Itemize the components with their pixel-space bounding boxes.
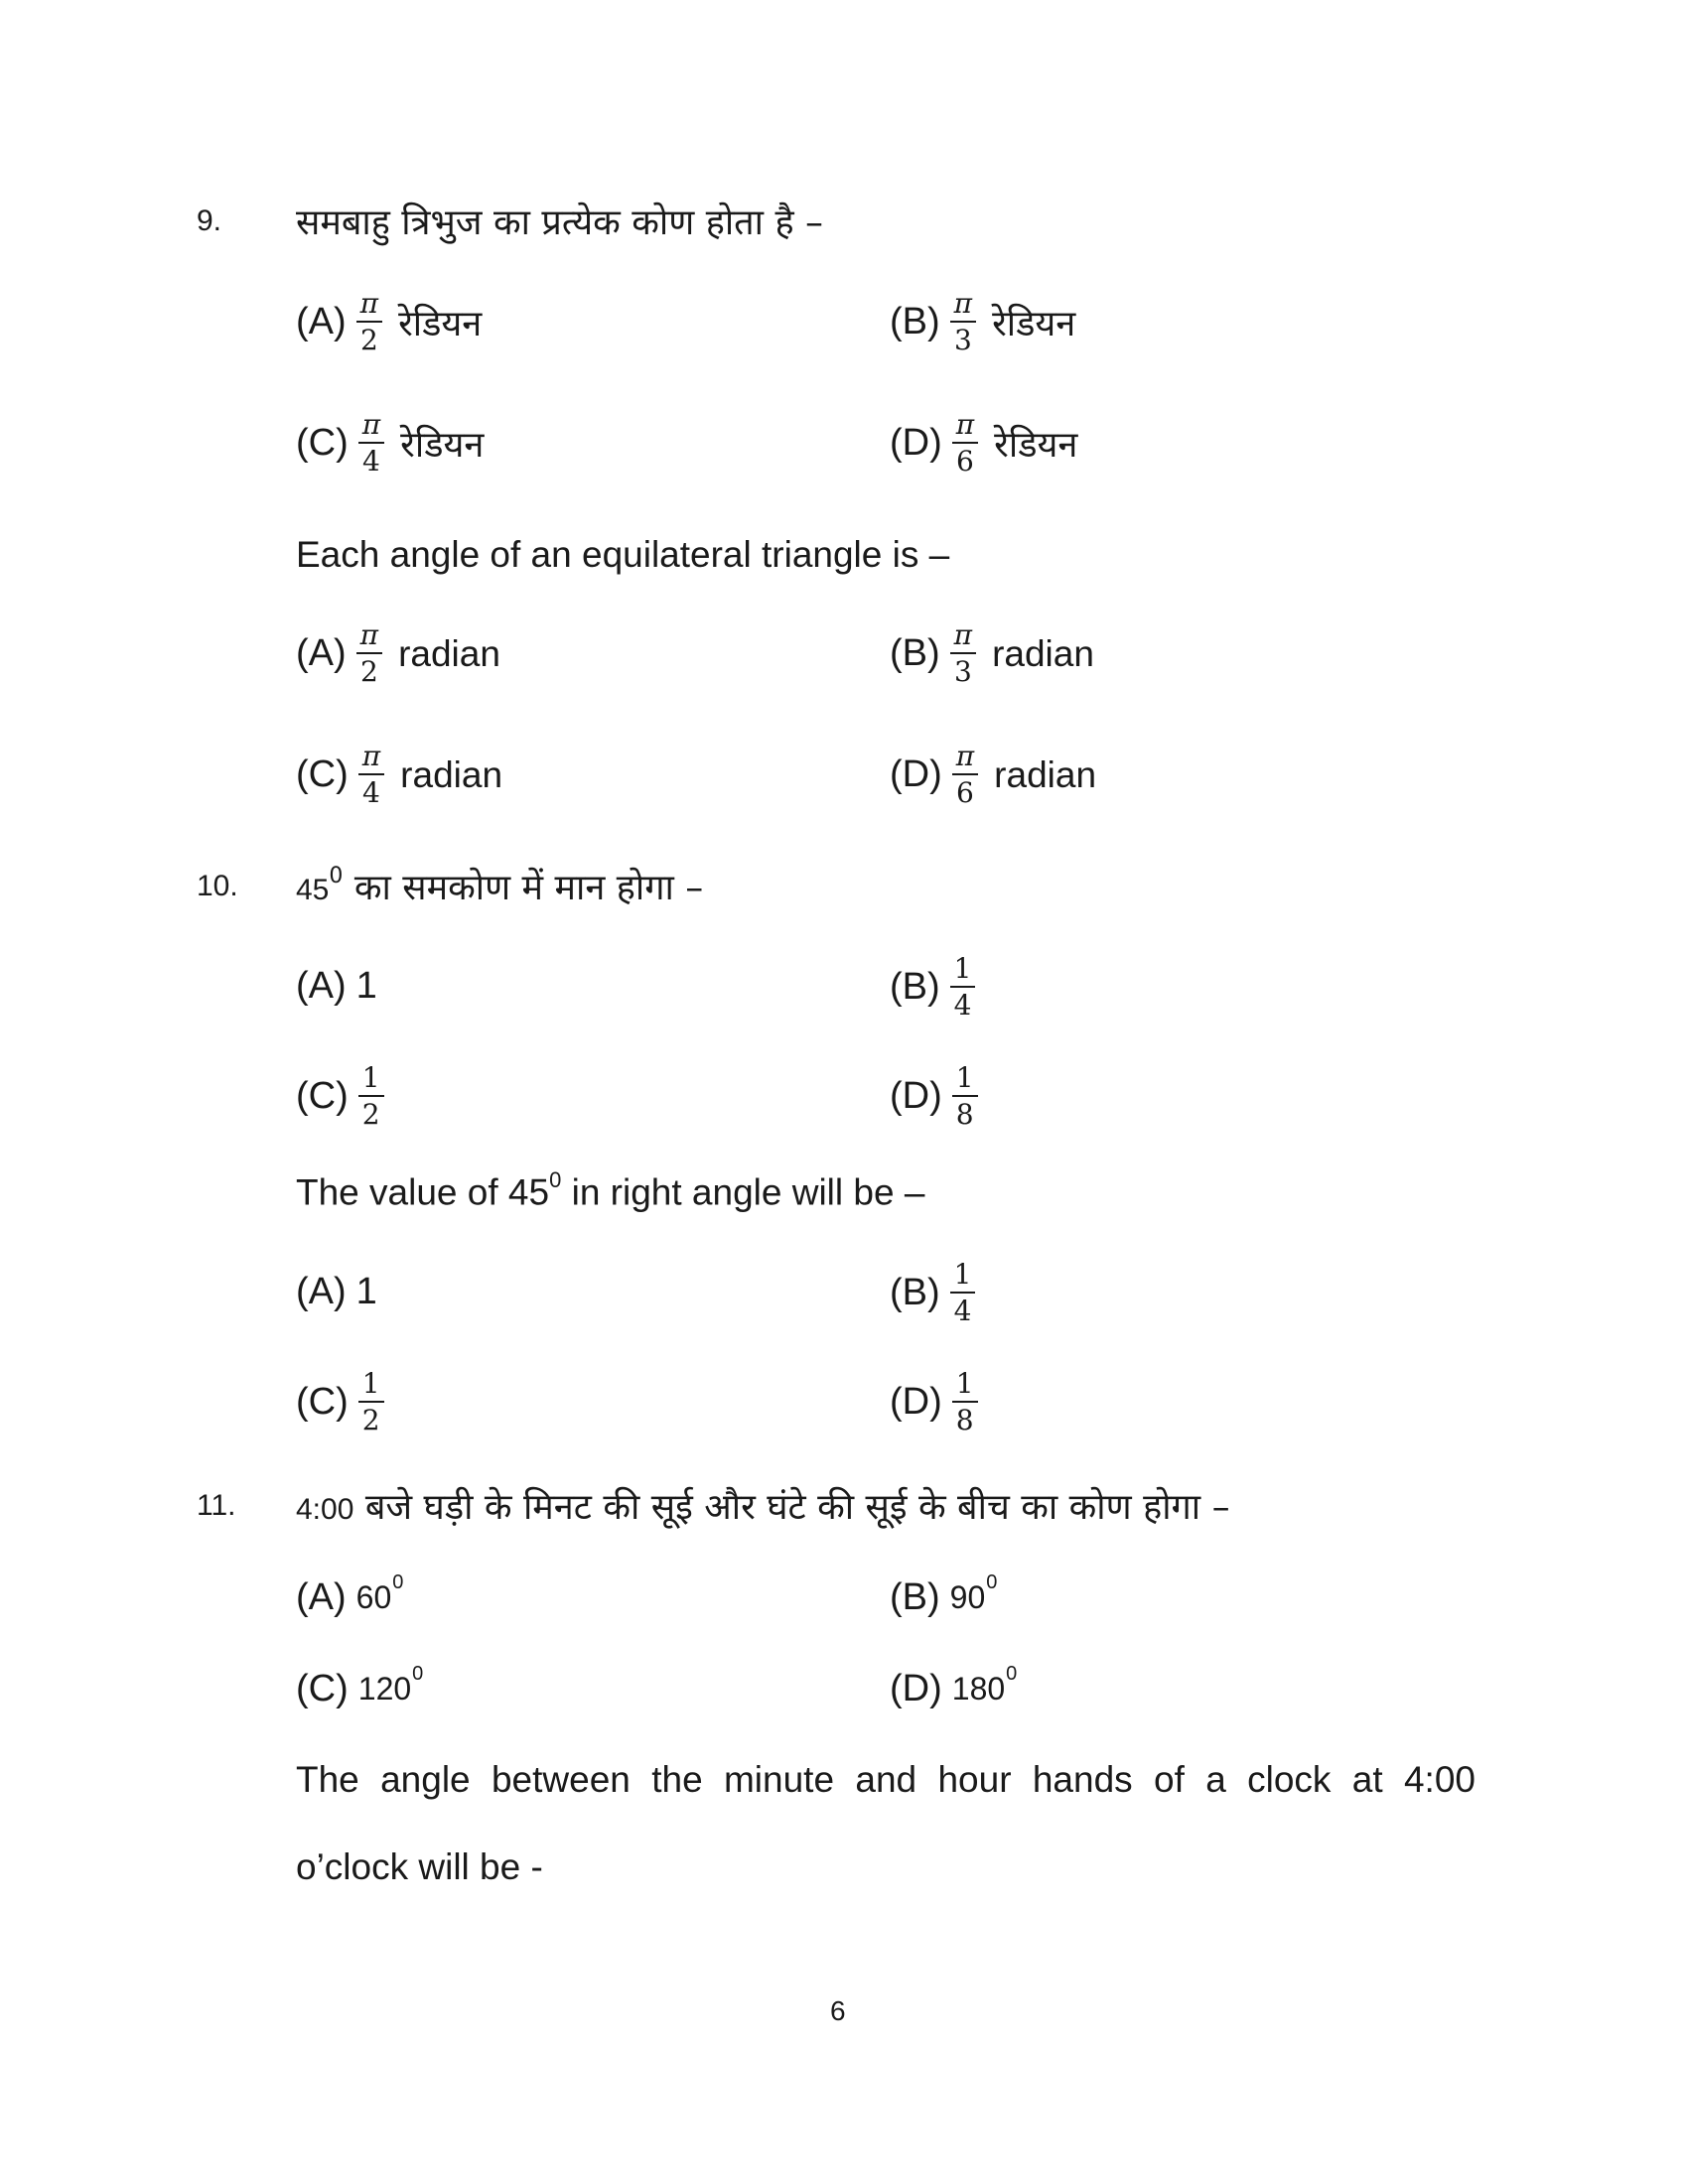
numerator: 1 xyxy=(955,1367,974,1400)
question-text-post: in right angle will be – xyxy=(561,1171,925,1213)
unit-text: रेडियन xyxy=(400,425,485,466)
unit-text: radian xyxy=(994,753,1097,795)
denominator: 3 xyxy=(953,324,972,356)
denominator: 2 xyxy=(359,655,378,688)
degree-superscript: 0 xyxy=(329,864,344,888)
option-label: (D) xyxy=(890,1381,942,1423)
question-number: 10. xyxy=(197,870,238,902)
option-label: (D) xyxy=(890,422,942,464)
denominator: 2 xyxy=(359,324,378,356)
option-c xyxy=(296,408,485,478)
option-label: (D) xyxy=(890,1075,942,1117)
option-c-english xyxy=(296,740,503,809)
fraction xyxy=(358,408,384,478)
option-c-english xyxy=(296,1367,384,1436)
numerator: π xyxy=(361,408,381,441)
numerator: 1 xyxy=(955,1061,974,1094)
question-text-english xyxy=(296,1167,925,1213)
numerator: 1 xyxy=(361,1061,380,1094)
option-d-english xyxy=(890,1367,978,1436)
option-b-english xyxy=(890,618,1094,688)
numerator: 1 xyxy=(953,1258,972,1291)
fraction xyxy=(950,618,976,688)
option-label: (B) xyxy=(890,632,940,674)
denominator: 4 xyxy=(953,1295,972,1327)
option-a-english xyxy=(296,618,500,688)
fraction xyxy=(950,287,976,356)
option-label: (B) xyxy=(890,1576,940,1618)
numerator: 1 xyxy=(953,952,972,985)
option-b xyxy=(890,952,975,1022)
option-label: (C) xyxy=(296,1075,349,1117)
option-label: (C) xyxy=(296,753,349,795)
fraction xyxy=(952,740,978,809)
option-a xyxy=(296,1571,404,1619)
fraction xyxy=(952,1061,978,1131)
option-label: (B) xyxy=(890,966,940,1008)
value-text: 180 xyxy=(951,1671,1006,1706)
option-d xyxy=(890,1061,978,1131)
denominator: 8 xyxy=(955,1098,974,1131)
numerator: π xyxy=(955,740,975,772)
question-number: 11. xyxy=(197,1489,236,1522)
question-text-hindi xyxy=(296,1481,1230,1530)
question-text-rest: का समकोण में मान होगा – xyxy=(353,868,704,908)
numerator: π xyxy=(361,740,381,772)
option-b-english xyxy=(890,1258,975,1327)
option-c xyxy=(296,1061,384,1131)
denominator: 8 xyxy=(955,1404,974,1436)
option-label: (A) xyxy=(296,1576,347,1618)
unit-text: radian xyxy=(992,632,1094,674)
degree-superscript: 0 xyxy=(986,1571,998,1593)
option-d-english xyxy=(890,740,1097,809)
denominator: 3 xyxy=(953,655,972,688)
option-a xyxy=(296,965,377,1008)
option-a-english xyxy=(296,1271,377,1313)
question-number: 9. xyxy=(197,205,222,237)
fraction xyxy=(356,287,382,356)
option-d xyxy=(890,1663,1018,1710)
option-label: (A) xyxy=(296,301,347,342)
numerator: π xyxy=(955,408,975,441)
value-text: 90 xyxy=(949,1579,986,1615)
numerator: π xyxy=(953,618,973,651)
question-text-english: Each angle of an equilateral triangle is – xyxy=(296,534,950,575)
fraction xyxy=(358,1367,384,1436)
degree-value xyxy=(949,1571,998,1616)
unit-text: रेडियन xyxy=(994,425,1078,466)
denominator: 2 xyxy=(361,1404,380,1436)
option-label: (D) xyxy=(890,1668,942,1709)
fraction xyxy=(358,740,384,809)
degree-superscript: 0 xyxy=(549,1167,562,1192)
question-text-hindi: समबाहु त्रिभुज का प्रत्येक कोण होता है – xyxy=(296,203,824,243)
option-label: (A) xyxy=(296,965,347,1007)
degree-superscript: 0 xyxy=(412,1663,424,1685)
denominator: 4 xyxy=(362,445,380,478)
fraction xyxy=(952,1367,978,1436)
numerator: π xyxy=(359,618,379,651)
option-value: 1 xyxy=(355,1271,377,1312)
option-b xyxy=(890,287,1076,356)
value-text: 60 xyxy=(355,1579,392,1615)
denominator: 6 xyxy=(956,776,974,809)
page-number: 6 xyxy=(830,1995,846,2026)
unit-text: radian xyxy=(400,753,503,795)
option-d xyxy=(890,408,1078,478)
fraction xyxy=(358,1061,384,1131)
question-text-rest: बजे घड़ी के मिनट की सूई और घंटे की सूई के बीच का कोण होगा – xyxy=(364,1487,1230,1528)
option-a xyxy=(296,287,483,356)
unit-text: रेडियन xyxy=(992,304,1076,344)
question-text-pre: The value of 45 xyxy=(296,1171,550,1213)
question-text-hindi xyxy=(296,862,703,910)
option-label: (B) xyxy=(890,1272,940,1313)
option-label: (B) xyxy=(890,301,940,342)
unit-text: radian xyxy=(398,632,500,674)
numerator: 1 xyxy=(361,1367,380,1400)
fraction xyxy=(952,408,978,478)
numerator: π xyxy=(953,287,973,320)
value-text: 120 xyxy=(357,1671,412,1706)
question-text-english-line1: The angle between the minute and hour hands of a clock at 4:00 xyxy=(296,1759,1476,1800)
degree-value xyxy=(355,1571,404,1616)
degree-value xyxy=(357,1663,424,1707)
value-text: 45 xyxy=(296,874,330,906)
fraction xyxy=(356,618,382,688)
option-b xyxy=(890,1571,998,1619)
denominator: 4 xyxy=(362,776,380,809)
fraction xyxy=(950,1258,976,1327)
denominator: 6 xyxy=(956,445,974,478)
numerator: π xyxy=(359,287,379,320)
option-label: (C) xyxy=(296,1381,349,1423)
denominator: 2 xyxy=(361,1098,380,1131)
degree-superscript: 0 xyxy=(392,1571,404,1593)
option-label: (A) xyxy=(296,632,347,674)
option-label: (A) xyxy=(296,1271,347,1312)
option-value: 1 xyxy=(355,965,377,1007)
time-text: 4:00 xyxy=(296,1493,354,1526)
option-c xyxy=(296,1663,424,1710)
degree-value xyxy=(951,1663,1018,1707)
option-label: (C) xyxy=(296,1668,349,1709)
degree-superscript: 0 xyxy=(1006,1663,1018,1685)
fraction xyxy=(950,952,976,1022)
denominator: 4 xyxy=(953,989,972,1022)
option-label: (D) xyxy=(890,753,942,795)
question-text-english-line2: o’clock will be - xyxy=(296,1846,543,1887)
unit-text: रेडियन xyxy=(398,304,483,344)
option-label: (C) xyxy=(296,422,349,464)
